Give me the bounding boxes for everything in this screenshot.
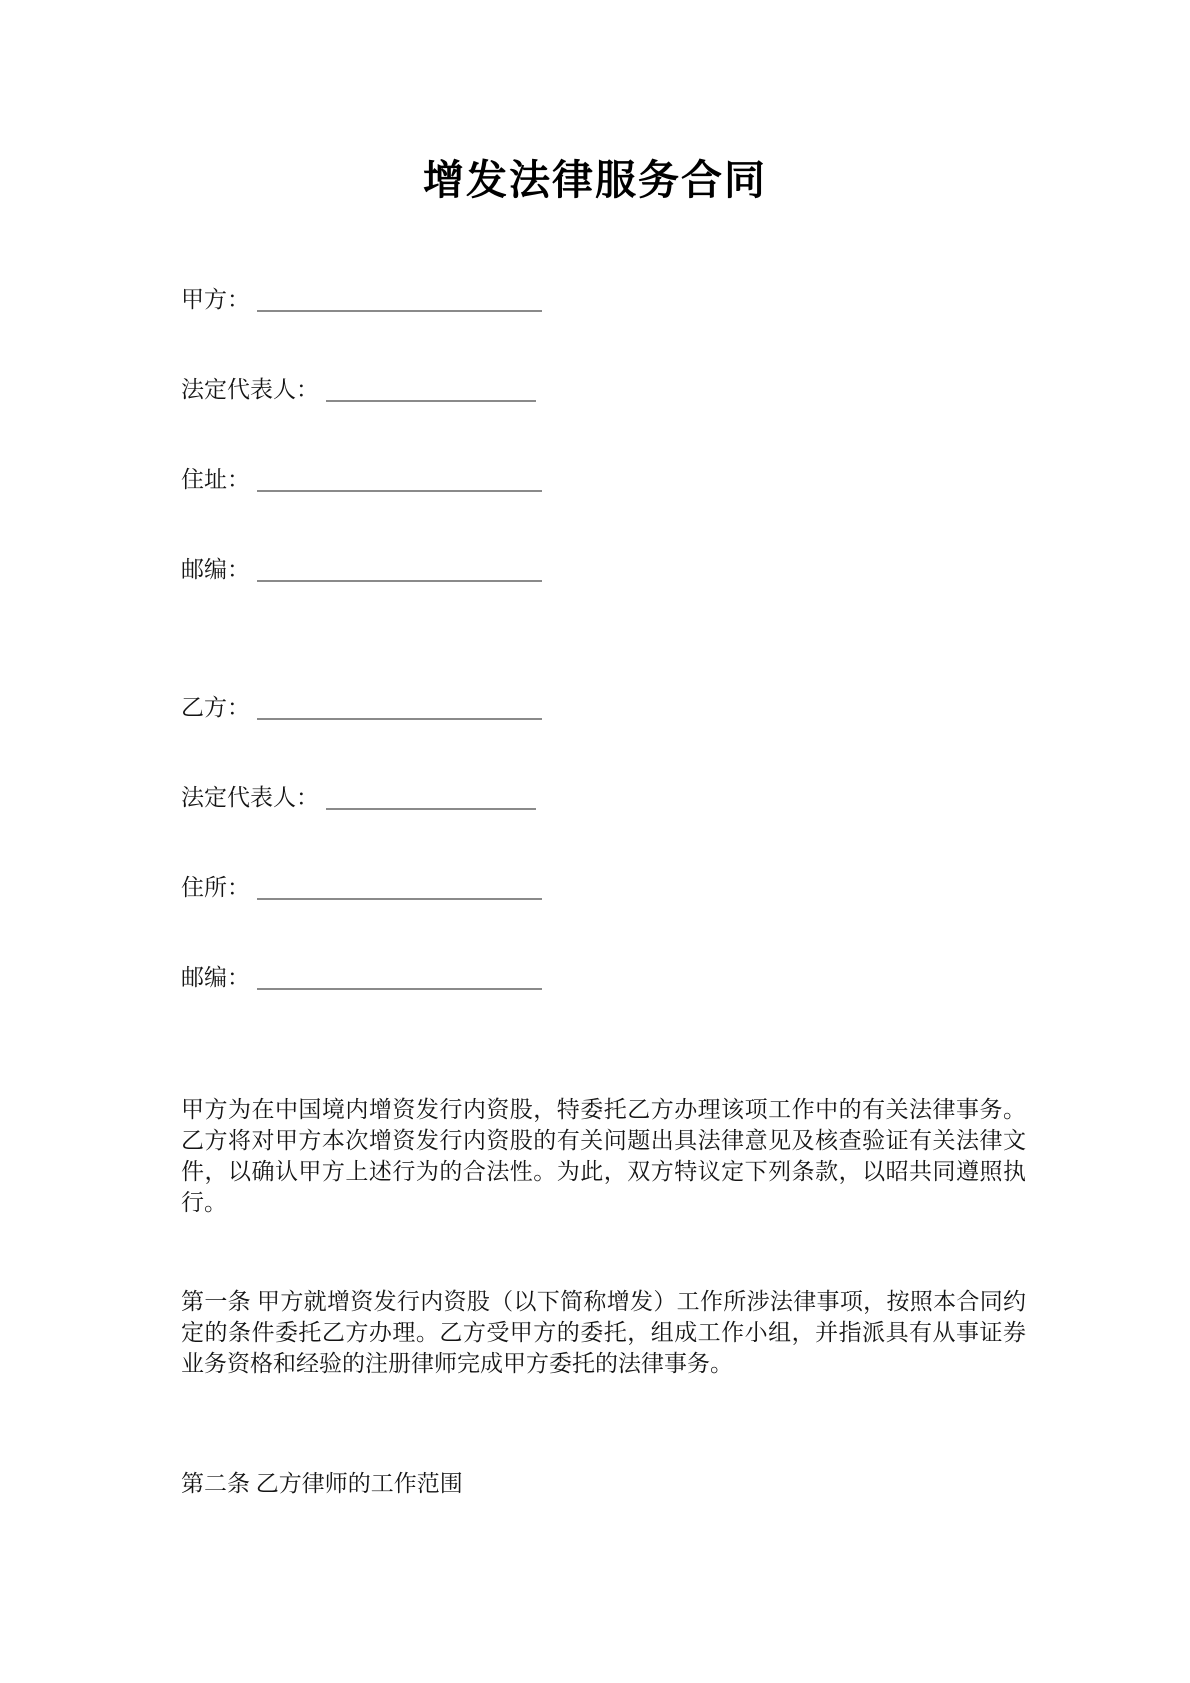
- document-title: 增发法律服务合同: [423, 157, 767, 203]
- party-b-legal-rep-label: 法定代表人：: [181, 785, 319, 810]
- field-party-b-address: [181, 874, 542, 901]
- party-a-address-blank[interactable]: [257, 467, 542, 492]
- party-a-legal-rep-blank[interactable]: [326, 377, 536, 402]
- field-party-b-postcode: [181, 964, 542, 991]
- field-party-a-name: [181, 286, 542, 313]
- party-a-address-label: 住址：: [181, 467, 250, 492]
- intro-paragraph: 甲方为在中国境内增资发行内资股，特委托乙方办理该项工作中的有关法律事务。乙方将对甲方本次增资发行内资股的有关问题出具法律意见及核查验证有关法律文件，以确认甲方上述行为的合法性。为此，双方特议定下列条款，以昭共同遵照执行。: [181, 1097, 1026, 1215]
- field-party-a-address: [181, 466, 542, 493]
- party-b-postcode-blank[interactable]: [257, 965, 542, 990]
- party-a-postcode-blank[interactable]: [257, 557, 542, 582]
- field-party-b-legal-rep: [181, 784, 536, 811]
- party-a-legal-rep-label: 法定代表人：: [181, 377, 319, 402]
- party-b-address-label: 住所：: [181, 875, 250, 900]
- party-a-name-label: 甲方：: [181, 287, 250, 312]
- article-2-heading: 第二条 乙方律师的工作范围: [181, 1471, 463, 1496]
- party-a-postcode-label: 邮编：: [181, 557, 250, 582]
- field-party-b-name: [181, 694, 542, 721]
- field-party-a-legal-rep: [181, 376, 536, 403]
- party-b-address-blank[interactable]: [257, 875, 542, 900]
- party-b-postcode-label: 邮编：: [181, 965, 250, 990]
- party-b-name-label: 乙方：: [181, 695, 250, 720]
- article-1-paragraph: 第一条 甲方就增资发行内资股（以下简称增发）工作所涉法律事项，按照本合同约定的条件委托乙方办理。乙方受甲方的委托，组成工作小组，并指派具有从事证券业务资格和经验的注册律师完成甲方委托的法律事务。: [181, 1289, 1026, 1376]
- field-party-a-postcode: [181, 556, 542, 583]
- party-b-legal-rep-blank[interactable]: [326, 785, 536, 810]
- party-a-name-blank[interactable]: [257, 287, 542, 312]
- party-b-name-blank[interactable]: [257, 695, 542, 720]
